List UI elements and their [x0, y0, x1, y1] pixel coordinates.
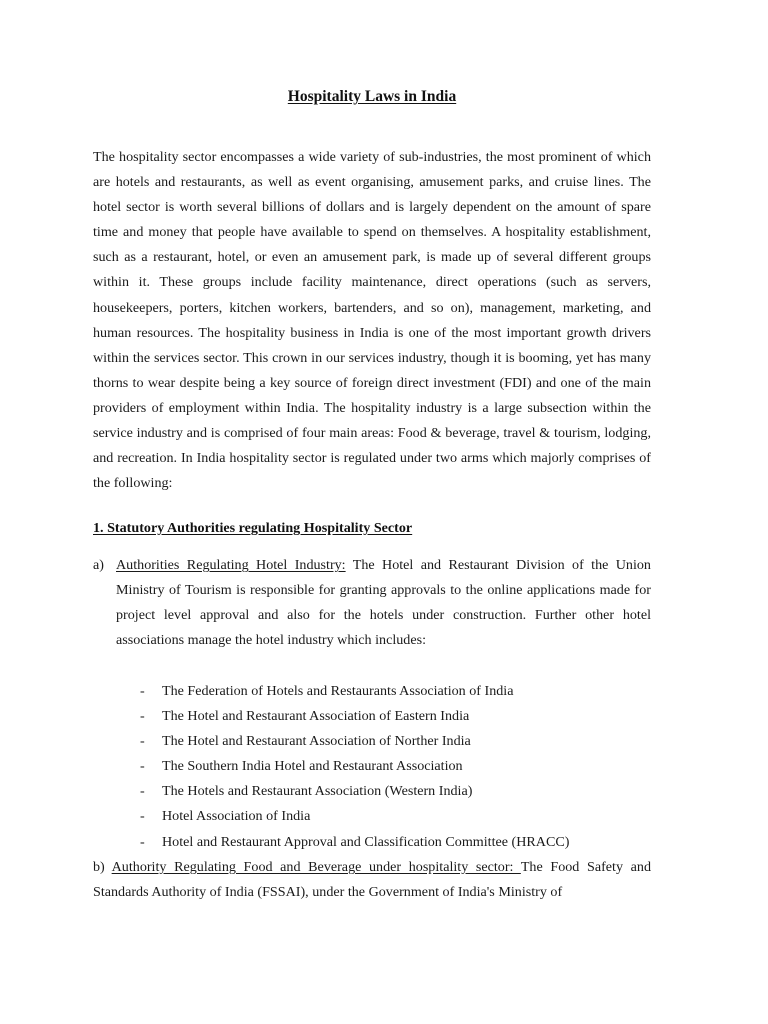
section-1-heading: 1. Statutory Authorities regulating Hospitality Sector [93, 520, 413, 536]
dash-bullet: - [140, 683, 145, 699]
list-item [93, 704, 651, 729]
subsection-a-text: The Hotel and Restaurant Division of the Union Ministry of Tourism is responsible for granting approvals to the online applications made for project level approval and also for the hotels under construction. Further other hotel associations manage the hotel industry which includes: [116, 557, 651, 649]
list-item-text: The Hotels and Restaurant Association (Western India) [162, 783, 473, 800]
subsection-a-marker: a) [93, 557, 104, 573]
intro-paragraph: The hospitality sector encompasses a wide variety of sub-industries, the most prominent of which are hotels and restaurants, as well as event organising, amusement parks, and cruise lines. The hotel sector is worth several billions of dollars and is largely dependent on the amount of spare time and money that people have available to spend on themselves. A hospitality establishment, such as a restaurant, hotel, or even an amusement park, is made up of several different groups within it. These groups include facility maintenance, direct operations (such as servers, housekeepers, porters, kitchen workers, bartenders, and so on), management, marketing, and human resources. The hospitality business in India is one of the most important growth drivers within the services sector. This crown in our services industry, though it is booming, yet has many thorns to wear despite being a key source of foreign direct investment (FDI) and one of the main providers of employment within India. The hospitality industry is a large subsection within the service industry and is comprised of four main areas: Food & beverage, travel & tourism, lodging, and recreation. In India hospitality sector is regulated under two arms which majorly comprises of the following: [93, 149, 651, 492]
subsection-a [93, 553, 651, 653]
hotel-associations-list [93, 679, 651, 855]
dash-bullet: - [140, 758, 145, 775]
list-item [93, 779, 651, 804]
subsection-b-text: The Food Safety and Standards Authority of India (FSSAI), under the Government of India's Ministry of [93, 859, 651, 901]
document-title: Hospitality Laws in India [287, 88, 457, 105]
subsection-b [93, 855, 651, 905]
dash-bullet: - [140, 783, 145, 800]
list-item-text: Hotel Association of India [162, 808, 311, 825]
list-item [93, 679, 651, 704]
list-item [93, 729, 651, 754]
list-item-text: The Hotel and Restaurant Association of Norther India [162, 733, 471, 750]
list-item-text: The Southern India Hotel and Restaurant Association [162, 758, 463, 775]
list-item-text: The Hotel and Restaurant Association of Eastern India [162, 708, 470, 725]
dash-bullet: - [140, 708, 145, 725]
dash-bullet: - [140, 833, 145, 850]
subsection-b-marker: b) [93, 859, 105, 875]
subsection-a-body [116, 553, 651, 653]
list-item-text: Hotel and Restaurant Approval and Classification Committee (HRACC) [162, 833, 570, 850]
subsection-b-label: Authority Regulating Food and Beverage under hospitality sector: [111, 859, 521, 875]
list-item [93, 830, 651, 855]
list-item-text: The Federation of Hotels and Restaurants Association of India [162, 683, 514, 699]
list-item [93, 754, 651, 779]
list-item [93, 804, 651, 829]
dash-bullet: - [140, 808, 145, 825]
subsection-a-label: Authorities Regulating Hotel Industry: [116, 557, 346, 573]
dash-bullet: - [140, 733, 145, 750]
